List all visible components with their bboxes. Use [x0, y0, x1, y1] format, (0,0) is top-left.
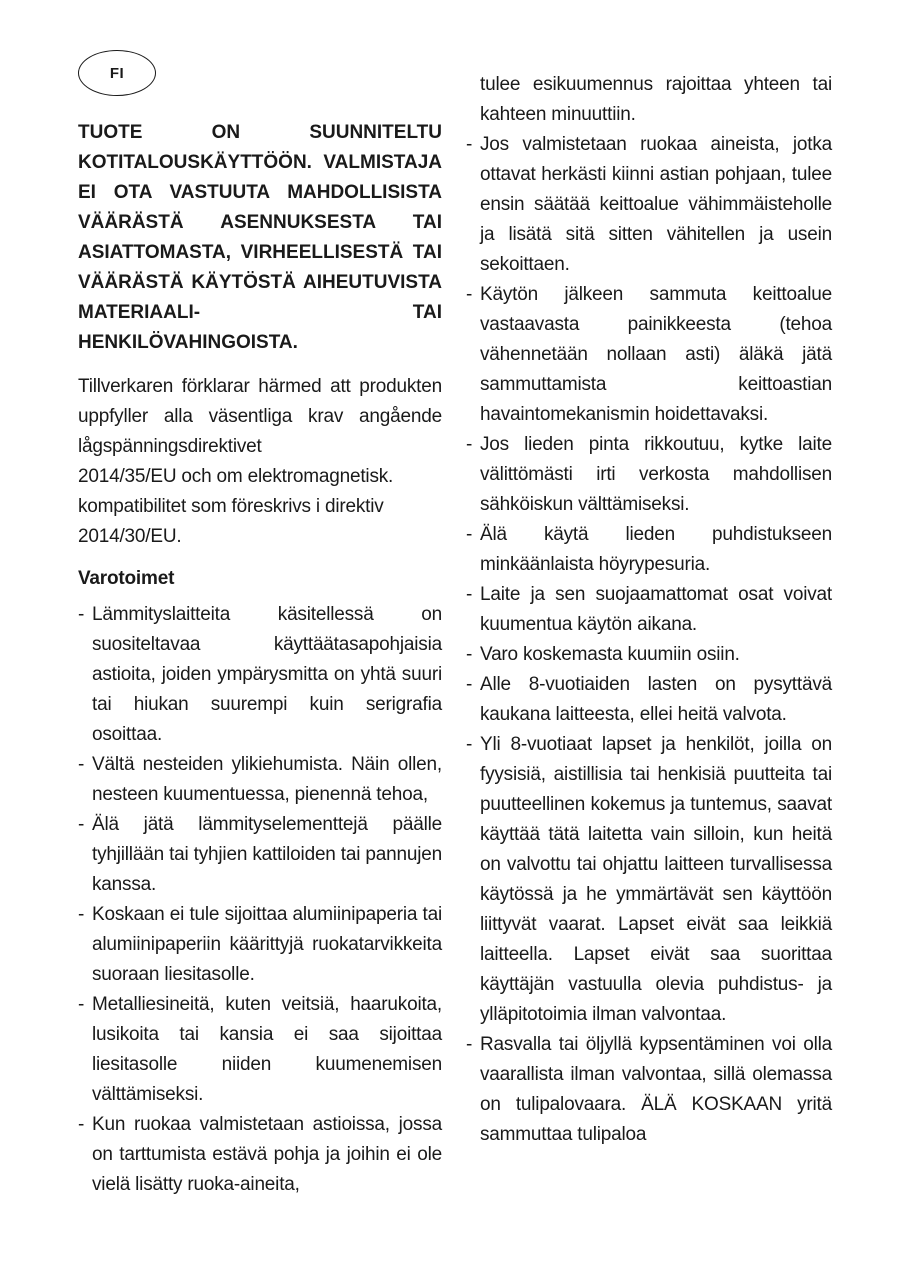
precaution-item: - Älä jätä lämmityselementtejä päälle tyhjillään tai tyhjien kattiloiden tai pannujen kanssa.: [78, 810, 442, 900]
liability-warning: TUOTE ON SUUNNITELTU KOTITALOUSKÄYTTÖÖN. VALMISTAJA EI OTA VASTUUTA MAHDOLLISISTA VÄÄRÄSTÄ ASENNUKSESTA TAI ASIATTOMASTA, VIRHEELLISESTÄ TAI VÄÄRÄSTÄ KÄYTÖSTÄ AIHEUTUVISTA MATERIAALI- TAI HENKILÖVAHINGOISTA.: [78, 122, 442, 353]
section-heading-precautions: Varotoimet: [78, 568, 175, 589]
precaution-item: - Yli 8-vuotiaat lapset ja henkilöt, joilla on fyysisiä, aistillisia tai henkisiä puutteita tai puutteellinen kokemus ja tuntemus, saavat käyttää tätä laitetta vain silloin, kun heitä on valvottu tai ohjattu laitteen turvallisessa käytössä ja he ymmärtävät sen käyttöön liittyvät vaarat. Lapset eivät saa leikkiä laitteella. Lapset eivät saa suorittaa käyttäjän vastuulla olevia puhdistus- ja ylläpitotoimia ilman valvontaa.: [466, 730, 832, 1030]
precautions-list-right: [466, 70, 832, 1150]
precaution-item: - Rasvalla tai öljyllä kypsentäminen voi olla vaarallista ilman valvontaa, sillä olemassa on tulipalovaara. ÄLÄ KOSKAAN yritä sammuttaa tulipaloa: [466, 1030, 832, 1150]
precaution-item: - Kun ruokaa valmistetaan astioissa, jossa on tarttumista estävä pohja ja joihin ei ole vielä lisätty ruoka-aineita,: [78, 1110, 442, 1200]
precaution-item: - Käytön jälkeen sammuta keittoalue vastaavasta painikkeesta (tehoa vähennetään nollaan asti) äläkä jätä sammuttamista keittoastian havaintomekanismin hoidettavaksi.: [466, 280, 832, 430]
language-badge: FI: [78, 50, 156, 96]
precaution-item: - Metalliesineitä, kuten veitsiä, haarukoita, lusikoita tai kansia ei saa sijoittaa liesitasolle niiden kuumenemisen välttämiseksi.: [78, 990, 442, 1110]
declaration-line: kompatibilitet som föreskrivs i direktiv: [78, 496, 384, 517]
precaution-item: - Älä käytä lieden puhdistukseen minkäänlaista höyrypesuria.: [466, 520, 832, 580]
precaution-item: - Koskaan ei tule sijoittaa alumiinipaperia tai alumiinipaperiin käärittyjä ruokatarvikkeita suoraan liesitasolle.: [78, 900, 442, 990]
left-column: [78, 118, 442, 1200]
precaution-continuation: tulee esikuumennus rajoittaa yhteen tai kahteen minuuttiin.: [480, 74, 832, 125]
declaration-line: 2014/30/EU.: [78, 526, 182, 547]
declaration-line: Tillverkaren förklarar härmed att produkten uppfyller alla väsentliga krav angående lågspänningsdirektivet: [78, 376, 442, 457]
precaution-item: - Jos valmistetaan ruokaa aineista, jotka ottavat herkästi kiinni astian pohjaan, tulee ensin säätää keittoalue vähimmäisteholle ja lisätä sitä sitten vähitellen ja usein sekoittaen.: [466, 130, 832, 280]
declaration-line: 2014/35/EU och om elektromagnetisk.: [78, 466, 394, 487]
precaution-item: - Lämmityslaitteita käsitellessä on suositeltavaa käyttäätasapohjaisia astioita, joiden ympärysmitta on yhtä suuri tai hiukan suurempi kuin serigrafia osoittaa.: [78, 600, 442, 750]
precaution-item: - Laite ja sen suojaamattomat osat voivat kuumentua käytön aikana.: [466, 580, 832, 640]
conformity-declaration: [78, 372, 442, 552]
precaution-item: - Vältä nesteiden ylikiehumista. Näin ollen, nesteen kuumentuessa, pienennä tehoa,: [78, 750, 442, 810]
precautions-list-left: [78, 600, 442, 1200]
precaution-item: - Varo koskemasta kuumiin osiin.: [466, 640, 832, 670]
precaution-item: - Jos lieden pinta rikkoutuu, kytke laite välittömästi irti verkosta mahdollisen sähköiskun välttämiseksi.: [466, 430, 832, 520]
right-column: [466, 70, 832, 1150]
precaution-item: - Alle 8-vuotiaiden lasten on pysyttävä kaukana laitteesta, ellei heitä valvota.: [466, 670, 832, 730]
